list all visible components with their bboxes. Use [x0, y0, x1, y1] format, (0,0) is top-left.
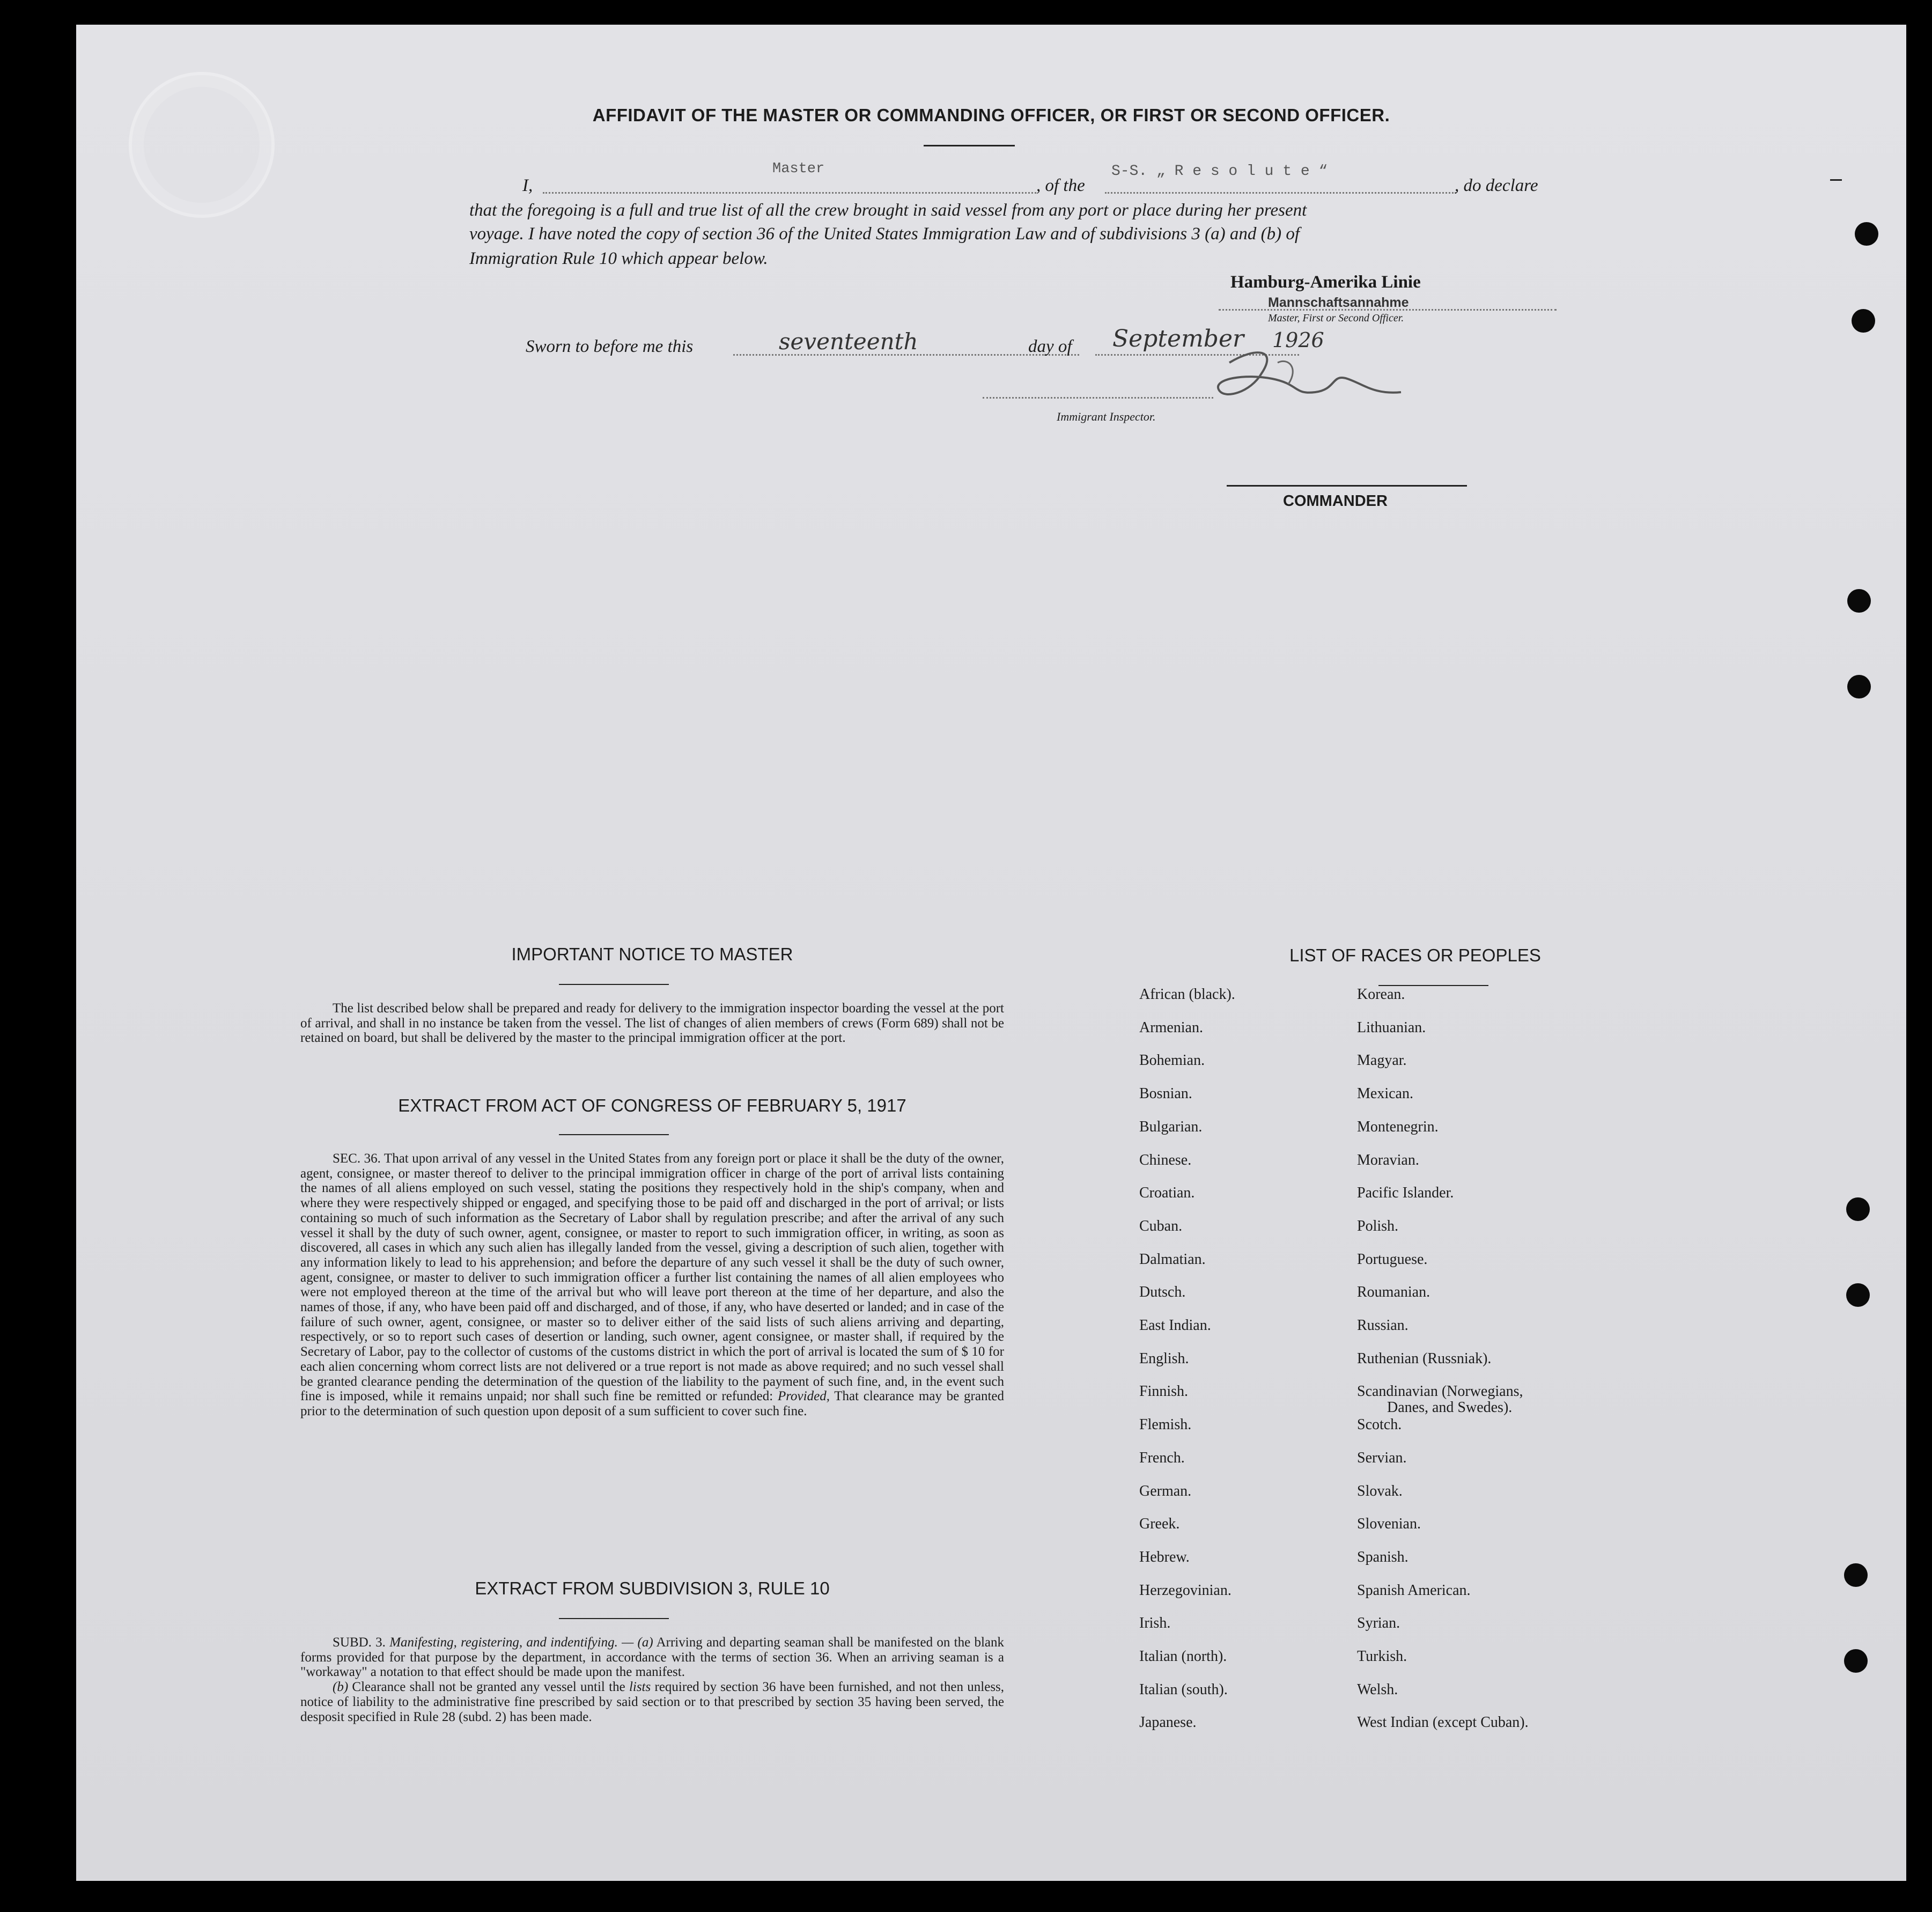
sworn-day-fill: seventeenth [779, 328, 918, 355]
notice-body: The list described below shall be prepared and ready for delivery to the immigration inspector boarding the vessel at the port of arrival, and shall in no instance be taken from the vessel. The list of changes of alien members of crews (Form 689) shall not be retained on board, but shall be delivered by the master to the principal immigration officer at the port. [300, 1001, 1004, 1046]
race-item: Roumanian. [1357, 1284, 1430, 1301]
race-item: Armenian. [1139, 1019, 1203, 1036]
race-item-scandinavian-continued: Danes, and Swedes). [1387, 1399, 1513, 1416]
inspector-line [983, 397, 1213, 399]
day-of-label: day of [1028, 337, 1072, 356]
race-item: Portuguese. [1357, 1251, 1428, 1268]
affidavit-title: AFFIDAVIT OF THE MASTER OR COMMANDING OFFICER, OR FIRST OR SECOND OFFICER. [592, 105, 1390, 125]
race-item: Greek. [1139, 1516, 1180, 1533]
rule-b-lead: (b) [333, 1680, 349, 1695]
commander-rule [1227, 485, 1467, 487]
act-provided: Provided, [777, 1389, 830, 1404]
race-item: Turkish. [1357, 1648, 1407, 1665]
race-item: French. [1139, 1449, 1185, 1466]
month-fill: September [1112, 325, 1244, 352]
rule-a-text: Arriving and departing seaman shall be manifested on the blank forms provided for that purpose by the department, in accordance with the terms of section 36. When an arriving seaman is a "workaway" a notation to that effect should be made upon the manifest. [300, 1635, 1004, 1680]
race-item: Japanese. [1139, 1714, 1197, 1731]
race-item: Dalmatian. [1139, 1251, 1206, 1268]
race-item: West Indian (except Cuban). [1357, 1714, 1529, 1731]
race-item: Welsh. [1357, 1681, 1398, 1698]
race-item: Scandinavian (Norwegians, [1357, 1383, 1523, 1400]
race-item: Bohemian. [1139, 1052, 1205, 1069]
punch-hole [1846, 1283, 1870, 1307]
race-item: Lithuanian. [1357, 1019, 1426, 1036]
inspector-caption: Immigrant Inspector. [1057, 410, 1156, 423]
race-item: Spanish. [1357, 1548, 1409, 1565]
vessel-fill: S-S. „ R e s o l u t e “ [1111, 163, 1328, 180]
master-fill-line [543, 192, 1036, 194]
notice-text [300, 1001, 1004, 1046]
company-stamp-line-2: Mannschaftsannahme [1268, 295, 1409, 310]
rule-b-lists: lists [629, 1680, 651, 1695]
punch-hole [1844, 1563, 1868, 1587]
race-item: Flemish. [1139, 1416, 1192, 1433]
act-text [300, 1151, 1004, 1419]
race-item: Scotch. [1357, 1416, 1402, 1433]
punch-hole [1855, 222, 1878, 246]
punch-hole [1847, 589, 1871, 613]
race-item: Slovenian. [1357, 1516, 1421, 1533]
race-item: Bulgarian. [1139, 1118, 1203, 1135]
race-item: East Indian. [1139, 1317, 1211, 1334]
commander-label: COMMANDER [1283, 492, 1388, 510]
inspector-signature [1213, 341, 1412, 411]
race-item: Polish. [1357, 1217, 1399, 1234]
race-item: Montenegrin. [1357, 1118, 1439, 1135]
race-item: German. [1139, 1482, 1192, 1499]
race-item: Korean. [1357, 986, 1405, 1003]
rule-b-text-2: required by section 36 have been furnished, and not then unless, notice of liability to the administrative fine prescribed by said section or to that prescribed by section 35 having been served, the desposit specified in Rule 28 (subd. 2) has been made. [300, 1680, 1005, 1724]
rule-a-lead: SUBD. 3. [333, 1635, 386, 1650]
affidavit-line-4: Immigration Rule 10 which appear below. [469, 249, 768, 268]
punch-hole [1844, 1649, 1868, 1673]
notice-title-rule [559, 984, 669, 985]
vessel-fill-line [1105, 192, 1456, 194]
race-item: English. [1139, 1350, 1189, 1367]
race-item: Bosnian. [1139, 1085, 1192, 1102]
race-item: Dutsch. [1139, 1284, 1186, 1301]
master-caption: Master, First or Second Officer. [1268, 312, 1404, 324]
sworn-label: Sworn to before me this [526, 337, 694, 356]
race-item: Italian (north). [1139, 1648, 1227, 1665]
rule-title-rule [559, 1618, 669, 1619]
race-item: Ruthenian (Russniak). [1357, 1350, 1492, 1367]
master-signature-line [1219, 309, 1557, 311]
race-item: Irish. [1139, 1615, 1171, 1632]
act-body: SEC. 36. That upon arrival of any vessel in the United States from any foreign port or place it shall be the duty of the owner, agent, consignee, or master thereof to deliver to the principal immigration officer in charge of the port of arrival lists containing the names of all aliens employed on such vessel, stating the positions they respectively hold in the ship's company, when and where they were respectively shipped or engaged, and specifying those to be paid off and discharged in the port of arrival; or lists containing so much of such information as the Secretary of Labor shall by regulation prescribe; and after the arrival of any such vessel it shall by the duty of such owner, agent, consignee, or master to report to such immigration officer, in writing, as soon as discovered, all cases in which any such alien has illegally landed from the vessel, giving a description of such alien, together with any information likely to lead to his apprehension; and before the departure of any such vessel it shall be the duty of such owner, agent, consignee, or master to deliver to such immigration officer a further list containing the names of all alien employees who were not employed thereon at the time of the arrival but who will leave port thereon at the time of her departure, and also the names of those, if any, who have been paid off and discharged, and of those, if any, who have deserted or landed; and in case of the failure of such owner, agent, consignee, or master so to deliver either of the said lists of such aliens arriving and departing, respectively, or so to report such cases of desertion or landing, such owner, agent consignee, or master shall, if required by the Secretary of Labor, pay to the collector of customs of the customs district in which the port of arrival is located the sum of $ 10 for each alien concerning whom correct lists are not delivered or a true report is not made as above required; and no such vessel shall be granted clearance pending the determination of the question of the liability to the payment of such fine, and, in the event such fine is imposed, while it remains unpaid; nor shall such fine be remitted or refunded: [300, 1151, 1004, 1404]
race-item: Slovak. [1357, 1482, 1403, 1499]
of-the-label: , of the [1036, 176, 1085, 195]
embossed-seal [129, 72, 275, 218]
race-item: Finnish. [1139, 1383, 1189, 1400]
rule-title: EXTRACT FROM SUBDIVISION 3, RULE 10 [475, 1578, 830, 1598]
affidavit-line-2: that the foregoing is a full and true list of all the crew brought in said vessel from any port or place during her present [469, 201, 1307, 220]
margin-mark [1830, 179, 1842, 181]
race-item: Pacific Islander. [1357, 1185, 1454, 1202]
race-item: Russian. [1357, 1317, 1409, 1334]
race-item: Mexican. [1357, 1085, 1413, 1102]
do-declare-label: , do declare [1455, 176, 1538, 195]
punch-hole [1846, 1197, 1870, 1221]
race-item: Hebrew. [1139, 1548, 1190, 1565]
race-item: Servian. [1357, 1449, 1407, 1466]
notice-title: IMPORTANT NOTICE TO MASTER [511, 944, 793, 964]
act-title-rule [559, 1134, 669, 1135]
races-title: LIST OF RACES OR PEOPLES [1289, 945, 1541, 965]
race-item: Croatian. [1139, 1185, 1195, 1202]
race-item: Herzegovinian. [1139, 1582, 1232, 1599]
race-item: Moravian. [1357, 1151, 1419, 1168]
act-body-end: That clearance may be granted prior to the determination of such question upon deposit of a sum sufficient to cover such fine. [300, 1389, 1004, 1418]
affidavit-line-3: voyage. I have noted the copy of section 36 of the United States Immigration Law and of subdivisions 3 (a) and (b) of [469, 224, 1300, 244]
act-title: EXTRACT FROM ACT OF CONGRESS OF FEBRUARY 5, 1917 [398, 1095, 906, 1115]
document-page [76, 25, 1906, 1881]
race-item: Chinese. [1139, 1151, 1192, 1168]
title-rule [924, 145, 1015, 146]
punch-hole [1847, 675, 1871, 698]
year-fill: 1926 [1272, 328, 1324, 352]
race-item: Spanish American. [1357, 1582, 1471, 1599]
race-item: Magyar. [1357, 1052, 1407, 1069]
race-item: African (black). [1139, 986, 1235, 1003]
rule-text [300, 1635, 1004, 1724]
punch-hole [1852, 309, 1875, 333]
race-item: Cuban. [1139, 1217, 1183, 1234]
i-label: I, [522, 176, 533, 195]
rule-b-text-1: Clearance shall not be granted any vessel until the [352, 1680, 625, 1695]
rule-a-heading: Manifesting, registering, and indentifying. — (a) [389, 1635, 653, 1650]
master-fill: Master [772, 161, 825, 177]
company-stamp-line-1: Hamburg-Amerika Linie [1230, 273, 1421, 292]
race-item: Italian (south). [1139, 1681, 1228, 1698]
race-item: Syrian. [1357, 1615, 1400, 1632]
